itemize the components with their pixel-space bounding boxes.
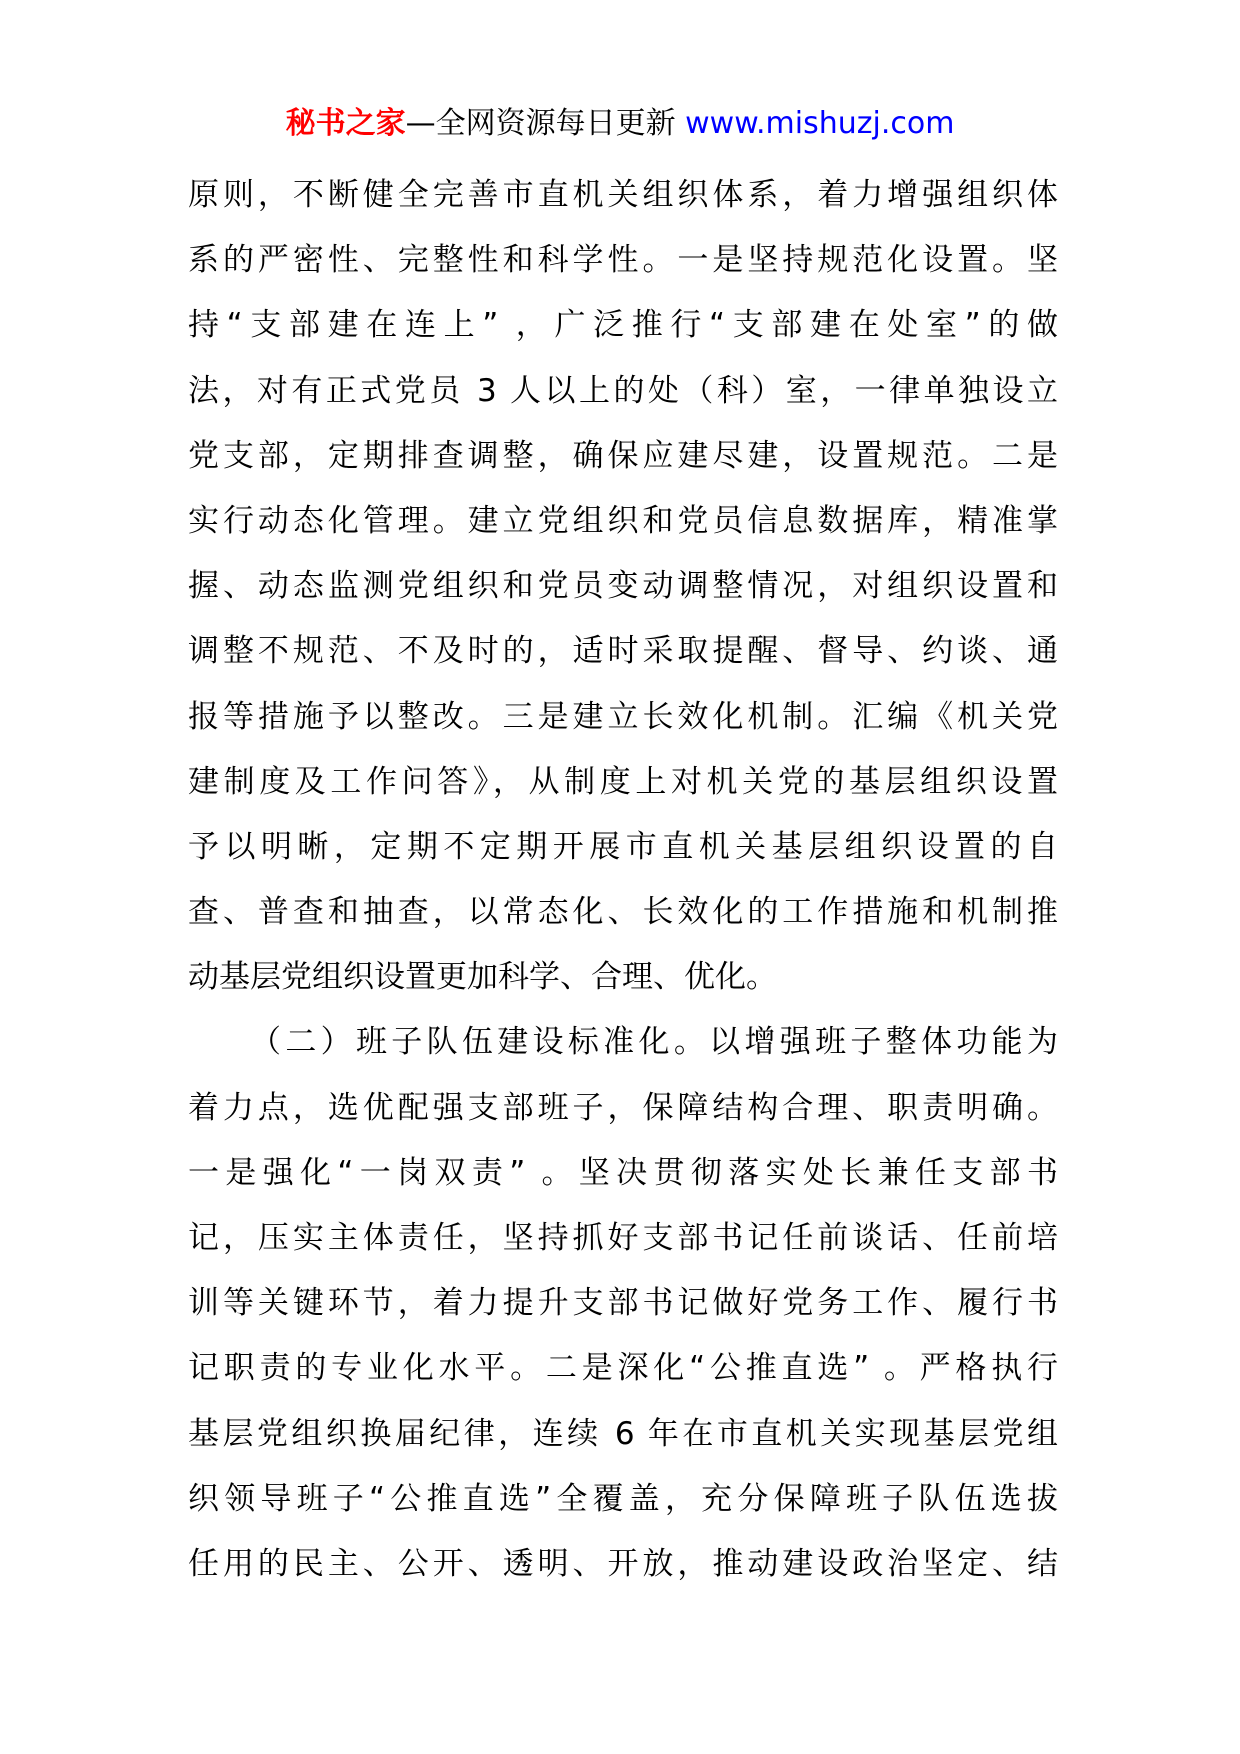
header-url-link[interactable]: www.mishuzj.com — [685, 106, 955, 141]
body-line: 训等关键环节，着力提升支部书记做好党务工作、履行书 — [188, 1285, 1058, 1322]
section-heading-line: （二）班子队伍建设标准化。以增强班子整体功能为 — [250, 1024, 1058, 1061]
header-brand: 秘书之家 — [285, 106, 406, 141]
body-line: 任用的民主、公开、透明、开放，推动建设政治坚定、结 — [188, 1545, 1058, 1582]
body-line: 法，对有正式党员 3 人以上的处（科）室，一律单独设立 — [188, 372, 1058, 409]
body-line: 原则，不断健全完善市直机关组织体系，着力增强组织体 — [188, 177, 1058, 213]
body-line: 着力点，选优配强支部班子，保障结构合理、职责明确。 — [188, 1089, 1058, 1126]
body-line: 持“支部建在连上” ，广泛推行“支部建在处室”的做 — [188, 307, 1058, 344]
body-line: 系的严密性、完整性和科学性。一是坚持规范化设置。坚 — [188, 242, 1058, 279]
body-line: 报等措施予以整改。三是建立长效化机制。汇编《机关党 — [188, 698, 1058, 735]
body-line: 建制度及工作问答》，从制度上对机关党的基层组织设置 — [188, 763, 1058, 800]
body-line: 记职责的专业化水平。二是深化“公推直选” 。严格执行 — [188, 1350, 1058, 1387]
body-line: 实行动态化管理。建立党组织和党员信息数据库，精准掌 — [188, 502, 1058, 539]
body-line: 一是强化“一岗双责” 。坚决贯彻落实处长兼任支部书 — [188, 1154, 1058, 1191]
body-line: 织领导班子“公推直选”全覆盖，充分保障班子队伍选拔 — [188, 1480, 1058, 1517]
body-line: 基层党组织换届纪律，连续 6 年在市直机关实现基层党组 — [188, 1415, 1058, 1452]
body-line: 记，压实主体责任，坚持抓好支部书记任前谈话、任前培 — [188, 1220, 1058, 1256]
body-line: 握、动态监测党组织和党员变动调整情况，对组织设置和 — [188, 568, 1058, 605]
body-line-paragraph-end: 动基层党组织设置更加科学、合理、优化。 — [188, 959, 777, 996]
body-line: 调整不规范、不及时的，适时采取提醒、督导、约谈、通 — [188, 633, 1058, 670]
document-body — [188, 163, 1058, 1597]
body-line: 党支部，定期排查调整，确保应建尽建，设置规范。二是 — [188, 437, 1058, 474]
header-slogan: —全网资源每日更新 — [405, 106, 686, 141]
page-header — [0, 100, 1240, 148]
body-line: 查、普查和抽查，以常态化、长效化的工作措施和机制推 — [188, 894, 1058, 931]
body-line: 予以明晰，定期不定期开展市直机关基层组织设置的自 — [188, 828, 1058, 865]
